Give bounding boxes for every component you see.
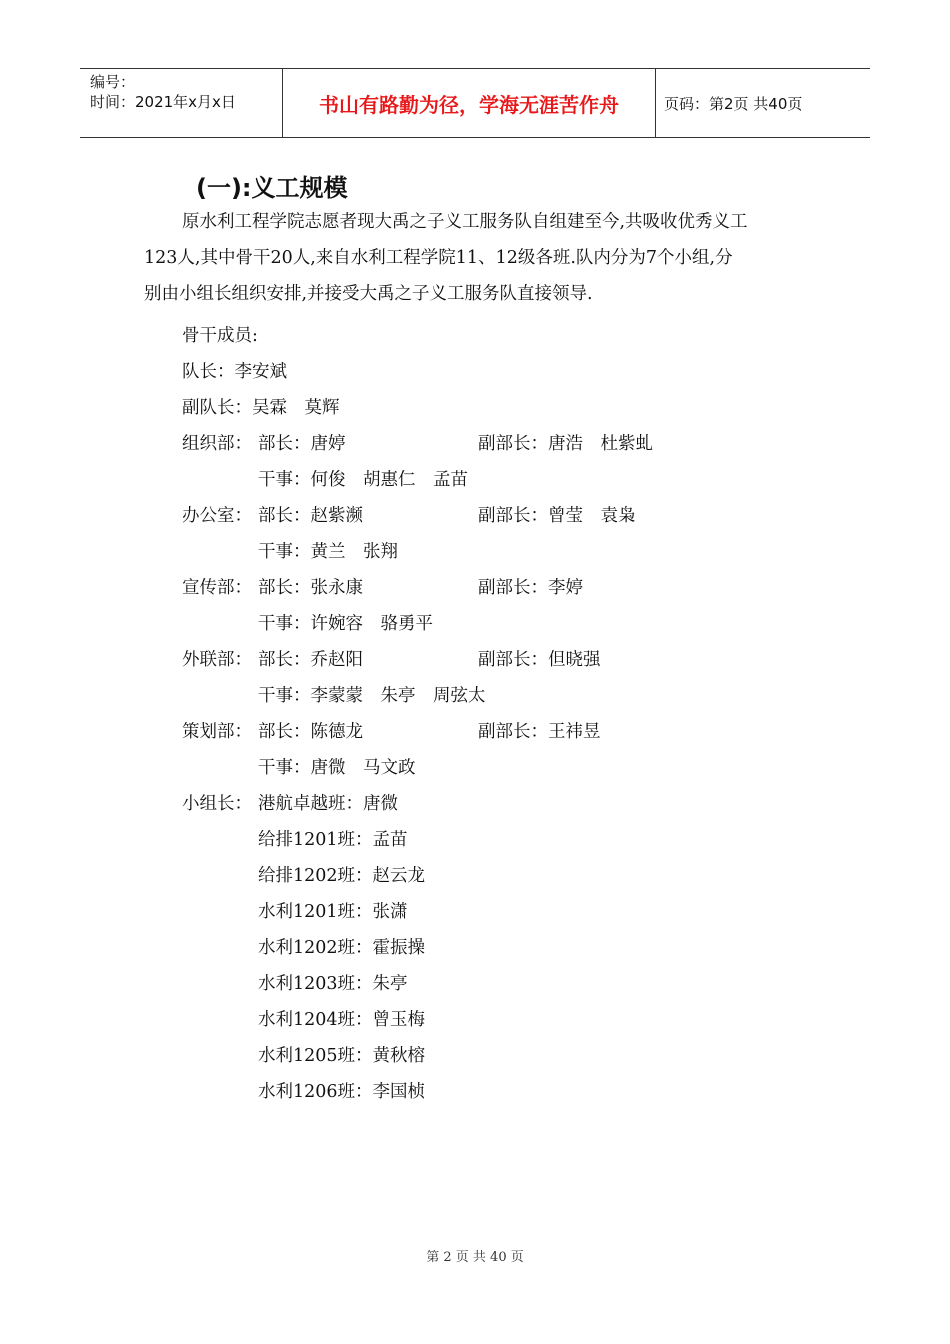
group-leader-label: 小组长：	[182, 794, 252, 814]
header-meta	[80, 69, 282, 137]
page-footer: 第 2 页 共 40 页	[426, 1250, 524, 1265]
dept-deputy: 副部长：唐浩 杜紫虬	[478, 434, 653, 454]
dept-name: 办公室：	[182, 506, 252, 526]
dept-head: 部长：赵紫濒	[258, 506, 363, 526]
dept-staff: 干事：黄兰 张翔	[258, 542, 398, 562]
group-leader-item: 水利1203班：朱亭	[258, 974, 408, 994]
group-leader-item: 给排1202班：赵云龙	[258, 866, 426, 886]
captain: 队长：李安斌	[182, 362, 287, 382]
dept-deputy: 副部长：但晓强	[478, 650, 601, 670]
section-title: (一):义工规模	[196, 174, 348, 202]
dept-deputy: 副部长：曾莹 袁枭	[478, 506, 636, 526]
dept-head: 部长：唐婷	[258, 434, 346, 454]
dept-name: 宣传部：	[182, 578, 252, 598]
dept-head: 部长：张永康	[258, 578, 363, 598]
dept-staff: 干事：唐微 马文政	[258, 758, 416, 778]
date-label: 时间：2021年x月x日	[90, 93, 236, 111]
backbone-label: 骨干成员:	[182, 326, 258, 346]
group-leader-item: 水利1201班：张潇	[258, 902, 408, 922]
intro-line: 别由小组长组织安排,并接受大禹之子义工服务队直接领导.	[144, 284, 593, 304]
dept-staff: 干事：许婉容 骆勇平	[258, 614, 433, 634]
group-leader-item: 水利1206班：李国桢	[258, 1082, 426, 1102]
number-label: 编号：	[90, 73, 136, 91]
intro-line: 123人,其中骨干20人,来自水利工程学院11、12级各班.队内分为7个小组,分	[144, 248, 733, 268]
dept-staff: 干事：李蒙蒙 朱亭 周弦太	[258, 686, 486, 706]
document-header	[80, 68, 870, 138]
group-leader-item: 港航卓越班：唐微	[258, 794, 398, 814]
group-leader-item: 水利1205班：黄秋榕	[258, 1046, 426, 1066]
vice-captain: 副队长：吴霖 莫辉	[182, 398, 340, 418]
dept-name: 组织部：	[182, 434, 252, 454]
dept-deputy: 副部长：李婷	[478, 578, 583, 598]
group-leader-item: 给排1201班：孟苗	[258, 830, 408, 850]
dept-name: 策划部：	[182, 722, 252, 742]
dept-staff: 干事：何俊 胡惠仁 孟苗	[258, 470, 468, 490]
group-leader-item: 水利1202班：霍振操	[258, 938, 426, 958]
dept-head: 部长：乔赵阳	[258, 650, 363, 670]
dept-head: 部长：陈德龙	[258, 722, 363, 742]
header-motto: 书山有路勤为径，学海无涯苦作舟	[282, 69, 656, 137]
dept-name: 外联部：	[182, 650, 252, 670]
intro-paragraph	[144, 204, 824, 312]
dept-deputy: 副部长：王祎昱	[478, 722, 601, 742]
header-page-info: 页码：第2页 共40页	[664, 94, 803, 113]
group-leader-item: 水利1204班：曾玉梅	[258, 1010, 426, 1030]
intro-line: 原水利工程学院志愿者现大禹之子义工服务队自组建至今,共吸收优秀义工	[182, 212, 748, 232]
